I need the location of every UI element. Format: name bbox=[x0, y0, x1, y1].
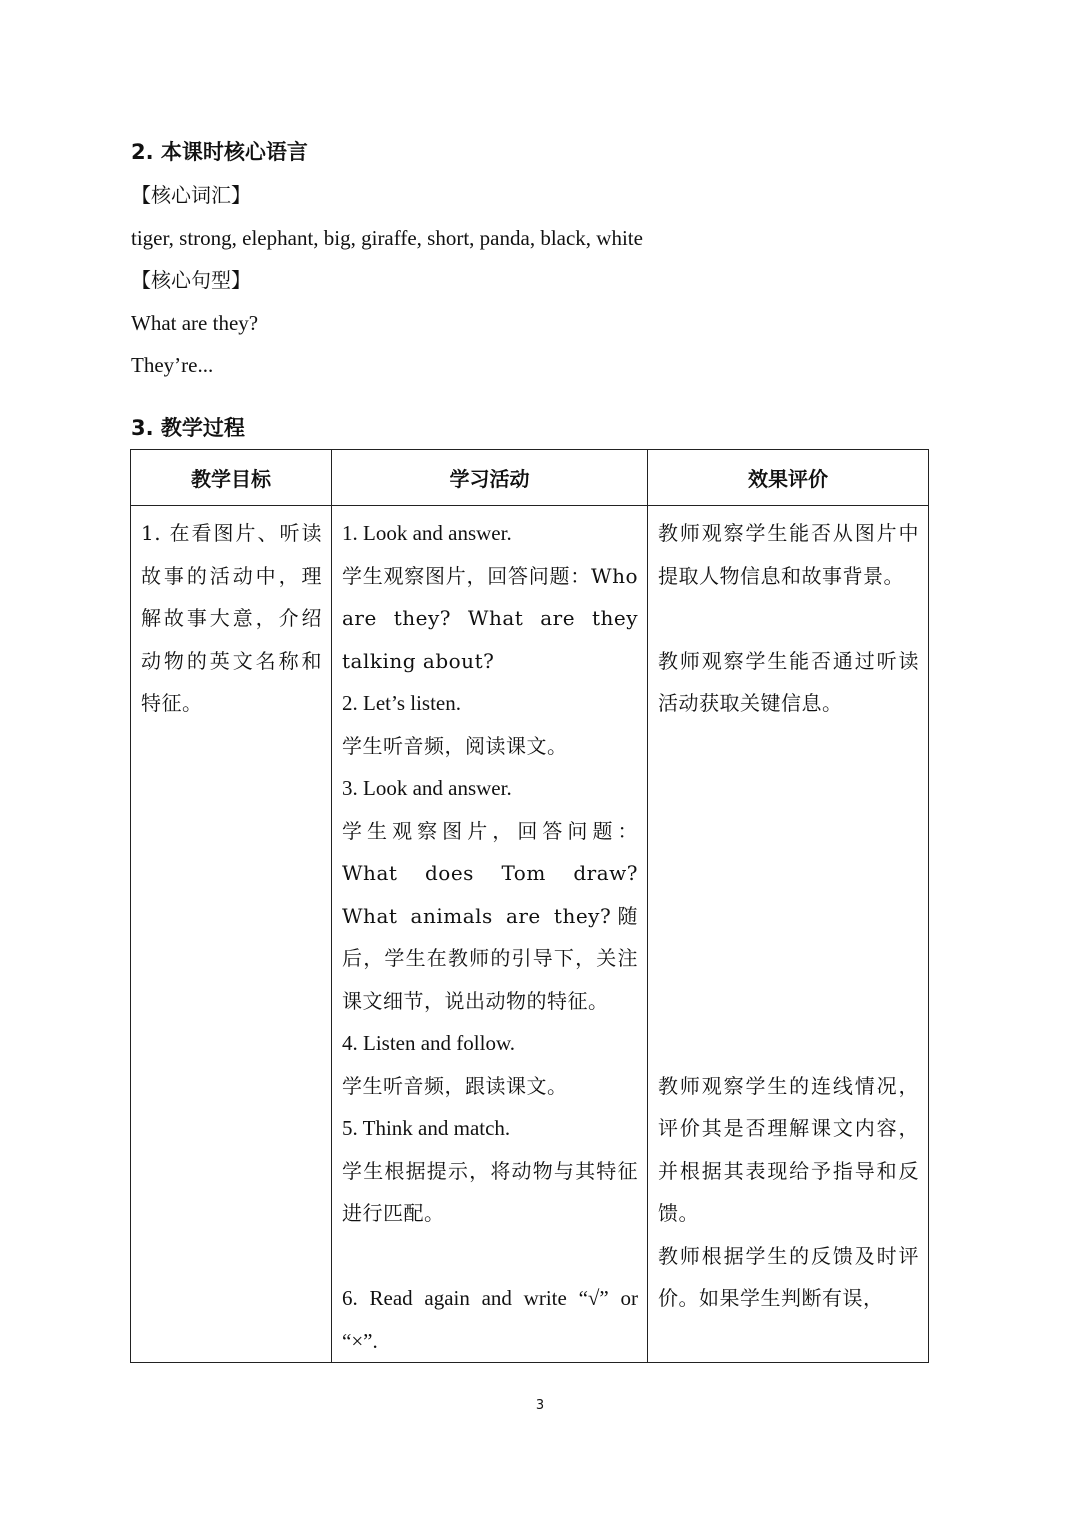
spacer bbox=[658, 725, 919, 768]
section-2-title: 2. 本课时核心语言 bbox=[131, 140, 308, 164]
vocab-list: tiger, strong, elephant, big, giraffe, short, panda, black, white bbox=[131, 226, 643, 250]
evaluation-list bbox=[648, 506, 928, 1320]
evaluation-4: 教师根据学生的反馈及时评价。如果学生判断有误， bbox=[658, 1243, 919, 1310]
spacer bbox=[658, 597, 919, 640]
page-number: 3 bbox=[535, 1398, 545, 1413]
activity-cell bbox=[332, 506, 648, 1363]
activity-list bbox=[332, 506, 647, 1362]
spacer bbox=[658, 767, 919, 810]
vocab-label: 【核心词汇】 bbox=[131, 183, 251, 207]
sentence-label: 【核心句型】 bbox=[131, 268, 251, 292]
activity-3-title: 3. Look and answer. bbox=[342, 776, 512, 800]
activity-2-title: 2. Let’s listen. bbox=[342, 691, 461, 715]
evaluation-1: 教师观察学生能否从图片中提取人物信息和故事背景。 bbox=[658, 521, 919, 588]
goal-text: 1. 在看图片、听读故事的活动中，理解故事大意，介绍动物的英文名称和特征。 bbox=[141, 521, 322, 715]
evaluation-3: 教师观察学生的连线情况，评价其是否理解课文内容，并根据其表现给予指导和反馈。 bbox=[658, 1073, 919, 1225]
activity-4-title: 4. Listen and follow. bbox=[342, 1031, 516, 1055]
section-3-title: 3. 教学过程 bbox=[131, 416, 245, 440]
activity-1-title: 1. Look and answer. bbox=[342, 521, 512, 545]
header-goal: 教学目标 bbox=[131, 450, 332, 506]
sentence-2: They’re... bbox=[131, 353, 214, 377]
sentence-1: What are they? bbox=[131, 311, 259, 335]
table-header-row bbox=[131, 450, 929, 506]
evaluation-cell bbox=[648, 506, 929, 1363]
activity-2-desc: 学生听音频，阅读课文。 bbox=[342, 733, 568, 758]
spacer bbox=[658, 937, 919, 980]
spacer bbox=[658, 810, 919, 853]
spacer bbox=[658, 852, 919, 895]
spacer bbox=[658, 895, 919, 938]
spacer bbox=[658, 1022, 919, 1065]
header-evaluation: 效果评价 bbox=[648, 450, 929, 506]
activity-5-title: 5. Think and match. bbox=[342, 1116, 511, 1140]
activity-1-desc: 学生观察图片，回答问题：Who are they? What are they talking about? bbox=[342, 563, 638, 673]
activity-5-desc: 学生根据提示，将动物与其特征进行匹配。 bbox=[342, 1158, 638, 1225]
spacer bbox=[658, 980, 919, 1023]
goal-cell bbox=[131, 506, 332, 1363]
spacer bbox=[342, 1235, 638, 1278]
table-row bbox=[131, 506, 929, 1363]
header-activity: 学习活动 bbox=[332, 450, 648, 506]
activity-6-title: 6. Read again and write “√” or “×”. bbox=[342, 1286, 638, 1353]
evaluation-2: 教师观察学生能否通过听读活动获取关键信息。 bbox=[658, 648, 919, 715]
activity-4-desc: 学生听音频，跟读课文。 bbox=[342, 1073, 568, 1098]
teaching-process-table bbox=[130, 449, 929, 1363]
activity-3-desc: 学生观察图片，回答问题：What does Tom draw? What animals are they?随后，学生在教师的引导下，关注课文细节，说出动物的特征。 bbox=[342, 818, 638, 1013]
